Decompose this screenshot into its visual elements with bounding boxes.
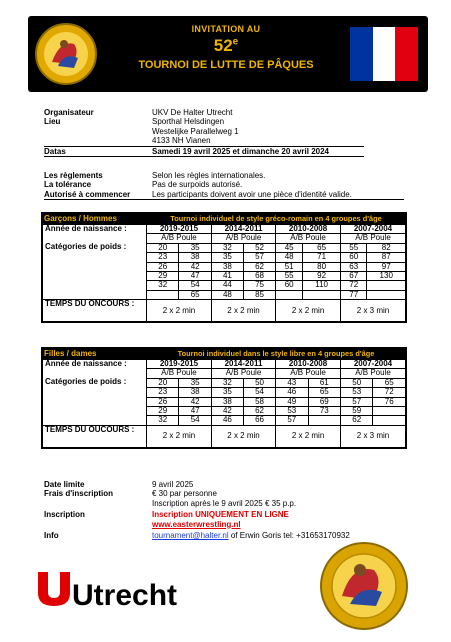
birth-label: Année de naissance : bbox=[43, 225, 147, 234]
datas-value: Samedi 19 avril 2025 et dimanche 20 avril 2024 bbox=[152, 146, 329, 156]
poule-cell: A/B Poule bbox=[211, 369, 275, 378]
weight-cell: 29 bbox=[147, 407, 179, 416]
girls-table bbox=[42, 359, 406, 448]
year-cell: 2014-2011 bbox=[211, 360, 275, 369]
time-cell: 2 x 2 min bbox=[147, 425, 212, 447]
weight-cell: 46 bbox=[276, 388, 308, 397]
weight-cell: 72 bbox=[373, 388, 406, 397]
weight-cell: 47 bbox=[179, 407, 211, 416]
weight-cell: 50 bbox=[243, 378, 275, 387]
organisateur-value: UKV De Halter Utrecht bbox=[152, 108, 233, 117]
poule-cell: A/B Poule bbox=[276, 369, 341, 378]
datas-label: Datas bbox=[44, 146, 66, 156]
autorise-value: Les participants doivent avoir une pièce d'identité valide. bbox=[152, 189, 352, 199]
weight-cell: 57 bbox=[276, 416, 308, 425]
weight-cell: 62 bbox=[243, 262, 275, 271]
weight-cell: 44 bbox=[211, 281, 243, 290]
time-cell: 2 x 3 min bbox=[341, 425, 406, 447]
weight-cell: 29 bbox=[147, 272, 179, 281]
weight-cell: 65 bbox=[303, 243, 341, 252]
weight-label: Catégories de poids : bbox=[43, 243, 147, 299]
weight-cell: 97 bbox=[367, 262, 406, 271]
weight-cell: 85 bbox=[243, 290, 275, 299]
weight-cell: 38 bbox=[179, 388, 211, 397]
france-flag-icon bbox=[350, 27, 418, 81]
year-cell: 2014-2011 bbox=[211, 225, 275, 234]
weight-cell bbox=[367, 290, 406, 299]
weight-cell: 53 bbox=[276, 407, 308, 416]
weight-cell: 35 bbox=[211, 388, 243, 397]
weight-cell: 35 bbox=[211, 253, 243, 262]
time-label: TEMPS DU ONCOURS : bbox=[43, 300, 147, 322]
edition-number: 52e bbox=[213, 36, 239, 55]
weight-cell: 68 bbox=[243, 272, 275, 281]
weight-cell: 42 bbox=[211, 407, 243, 416]
weight-cell: 38 bbox=[211, 262, 243, 271]
lieu-value-2: Westelijke Parallelweg 1 bbox=[152, 126, 239, 136]
weight-cell: 20 bbox=[147, 378, 179, 387]
weight-cell: 54 bbox=[179, 281, 211, 290]
poule-cell: A/B Poule bbox=[147, 234, 212, 243]
weight-cell: 45 bbox=[276, 243, 303, 252]
weight-cell: 50 bbox=[341, 378, 373, 387]
weight-label: Catégories de poids : bbox=[43, 378, 147, 425]
time-cell: 2 x 3 min bbox=[341, 300, 406, 322]
girls-section bbox=[41, 347, 407, 449]
tolerance-label: La tolérance bbox=[44, 180, 92, 190]
weight-cell bbox=[373, 416, 406, 425]
boys-section bbox=[41, 212, 407, 323]
weight-cell: 35 bbox=[179, 243, 211, 252]
weight-cell bbox=[276, 290, 303, 299]
weight-cell: 55 bbox=[276, 272, 303, 281]
frais-value-2: Inscription après le 9 avril 2025 € 35 p.p. bbox=[152, 498, 297, 508]
weight-cell: 130 bbox=[367, 272, 406, 281]
lieu-label: Lieu bbox=[44, 117, 61, 127]
time-cell: 2 x 2 min bbox=[147, 300, 212, 322]
weight-cell: 59 bbox=[341, 407, 373, 416]
poule-cell: A/B Poule bbox=[341, 234, 406, 243]
inscription-value: Inscription UNIQUEMENT EN LIGNE bbox=[152, 510, 289, 520]
weight-cell: 42 bbox=[179, 262, 211, 271]
event-info bbox=[44, 108, 364, 157]
limite-label: Date limite bbox=[44, 480, 85, 489]
girls-title: Filles / dames bbox=[44, 349, 97, 358]
header-banner bbox=[28, 16, 428, 92]
weight-cell bbox=[303, 290, 341, 299]
year-cell: 2019-2015 bbox=[147, 225, 212, 234]
weight-cell: 26 bbox=[147, 397, 179, 406]
weight-cell: 87 bbox=[367, 253, 406, 262]
invitation-line: INVITATION AU bbox=[191, 24, 261, 34]
weight-cell: 69 bbox=[308, 397, 340, 406]
weight-cell: 76 bbox=[373, 397, 406, 406]
time-cell: 2 x 2 min bbox=[276, 300, 341, 322]
registration-info bbox=[44, 480, 404, 540]
weight-cell: 53 bbox=[341, 388, 373, 397]
weight-cell: 23 bbox=[147, 253, 179, 262]
club-logo-icon bbox=[318, 540, 410, 632]
weight-cell: 48 bbox=[211, 290, 243, 299]
tournament-title: TOURNOI DE LUTTE DE PÂQUES bbox=[138, 59, 314, 71]
utrecht-logo-icon bbox=[36, 568, 186, 610]
weight-cell bbox=[308, 416, 340, 425]
boys-subtitle: Tournoi individuel de style gréco-romain en 4 groupes d'âge bbox=[170, 214, 382, 223]
weight-cell: 52 bbox=[243, 243, 275, 252]
weight-cell: 46 bbox=[211, 416, 243, 425]
weight-cell: 62 bbox=[243, 407, 275, 416]
weight-cell: 57 bbox=[243, 253, 275, 262]
weight-cell: 32 bbox=[147, 416, 179, 425]
weight-cell: 63 bbox=[341, 262, 367, 271]
autorise-label: Autorisé à commencer bbox=[44, 189, 131, 199]
organisateur-label: Organisateur bbox=[44, 108, 94, 117]
weight-cell: 54 bbox=[179, 416, 211, 425]
weight-cell: 67 bbox=[341, 272, 367, 281]
weight-cell: 32 bbox=[147, 281, 179, 290]
weight-cell: 26 bbox=[147, 262, 179, 271]
weight-cell: 32 bbox=[211, 378, 243, 387]
lieu-value-3: 4133 NH Vianen bbox=[152, 136, 211, 146]
weight-cell: 61 bbox=[308, 378, 340, 387]
weight-cell: 58 bbox=[243, 397, 275, 406]
utrecht-text: Utrecht bbox=[72, 579, 178, 610]
reglements-label: Les règlements bbox=[44, 171, 103, 180]
weight-cell bbox=[147, 290, 179, 299]
weight-cell: 38 bbox=[179, 253, 211, 262]
weight-cell: 77 bbox=[341, 290, 367, 299]
poule-cell: A/B Poule bbox=[211, 234, 275, 243]
contact-text: of Erwin Goris tel: +31653170932 bbox=[228, 531, 350, 541]
weight-cell: 60 bbox=[276, 281, 303, 290]
year-cell: 2010-2008 bbox=[276, 225, 341, 234]
weight-cell: 66 bbox=[243, 416, 275, 425]
weight-cell: 38 bbox=[211, 397, 243, 406]
website-link[interactable]: www.easterwrestling.nl bbox=[152, 519, 241, 529]
inscription-label: Inscription bbox=[44, 510, 85, 520]
boys-title: Garçons / Hommes bbox=[44, 214, 117, 223]
weight-cell: 65 bbox=[308, 388, 340, 397]
time-label: TEMPS DU OUCOURS : bbox=[43, 425, 147, 447]
weight-cell: 65 bbox=[373, 378, 406, 387]
weight-cell: 43 bbox=[276, 378, 308, 387]
lieu-value-1: Sporthal Helsdingen bbox=[152, 117, 225, 127]
weight-cell: 62 bbox=[341, 416, 373, 425]
weight-cell: 92 bbox=[303, 272, 341, 281]
weight-cell: 42 bbox=[179, 397, 211, 406]
year-cell: 2010-2008 bbox=[276, 360, 341, 369]
weight-cell: 54 bbox=[243, 388, 275, 397]
weight-cell: 80 bbox=[303, 262, 341, 271]
email-link[interactable]: tournament@halter.nl bbox=[152, 531, 229, 541]
weight-cell: 48 bbox=[276, 253, 303, 262]
weight-cell: 23 bbox=[147, 388, 179, 397]
club-logo-icon bbox=[34, 22, 98, 86]
weight-cell: 57 bbox=[341, 397, 373, 406]
frais-value-1: € 30 par personne bbox=[152, 489, 217, 499]
frais-label: Frais d'inscription bbox=[44, 489, 114, 499]
weight-cell: 65 bbox=[179, 290, 211, 299]
weight-cell: 55 bbox=[341, 243, 367, 252]
weight-cell: 20 bbox=[147, 243, 179, 252]
weight-cell: 72 bbox=[341, 281, 367, 290]
girls-header bbox=[42, 348, 406, 359]
year-cell: 2007-2004 bbox=[341, 225, 406, 234]
weight-cell: 35 bbox=[179, 378, 211, 387]
time-cell: 2 x 2 min bbox=[276, 425, 341, 447]
poule-cell: A/B Poule bbox=[276, 234, 341, 243]
poule-cell: A/B Poule bbox=[147, 369, 212, 378]
girls-subtitle: Tournoi individuel dans le style libre en 4 groupes d'âge bbox=[177, 349, 375, 358]
time-cell: 2 x 2 min bbox=[211, 300, 275, 322]
rules-info bbox=[44, 171, 404, 200]
year-cell: 2019-2015 bbox=[147, 360, 212, 369]
boys-table bbox=[42, 224, 406, 322]
info-label: Info bbox=[44, 531, 59, 541]
reglements-value: Selon les règles internationales. bbox=[152, 171, 266, 180]
weight-cell: 75 bbox=[243, 281, 275, 290]
weight-cell: 51 bbox=[276, 262, 303, 271]
banner-title bbox=[116, 24, 336, 71]
weight-cell: 110 bbox=[303, 281, 341, 290]
weight-cell: 60 bbox=[341, 253, 367, 262]
weight-cell: 82 bbox=[367, 243, 406, 252]
birth-label: Année de naissance : bbox=[43, 360, 147, 369]
year-cell: 2007-2004 bbox=[341, 360, 406, 369]
limite-value: 9 avril 2025 bbox=[152, 480, 194, 489]
weight-cell: 32 bbox=[211, 243, 243, 252]
weight-cell: 41 bbox=[211, 272, 243, 281]
tolerance-value: Pas de surpoids autorisé. bbox=[152, 180, 243, 190]
boys-header bbox=[42, 213, 406, 224]
weight-cell: 47 bbox=[179, 272, 211, 281]
weight-cell: 71 bbox=[303, 253, 341, 262]
weight-cell bbox=[367, 281, 406, 290]
weight-cell bbox=[373, 407, 406, 416]
time-cell: 2 x 2 min bbox=[211, 425, 275, 447]
weight-cell: 49 bbox=[276, 397, 308, 406]
weight-cell: 73 bbox=[308, 407, 340, 416]
poule-cell: A/B Poule bbox=[341, 369, 406, 378]
